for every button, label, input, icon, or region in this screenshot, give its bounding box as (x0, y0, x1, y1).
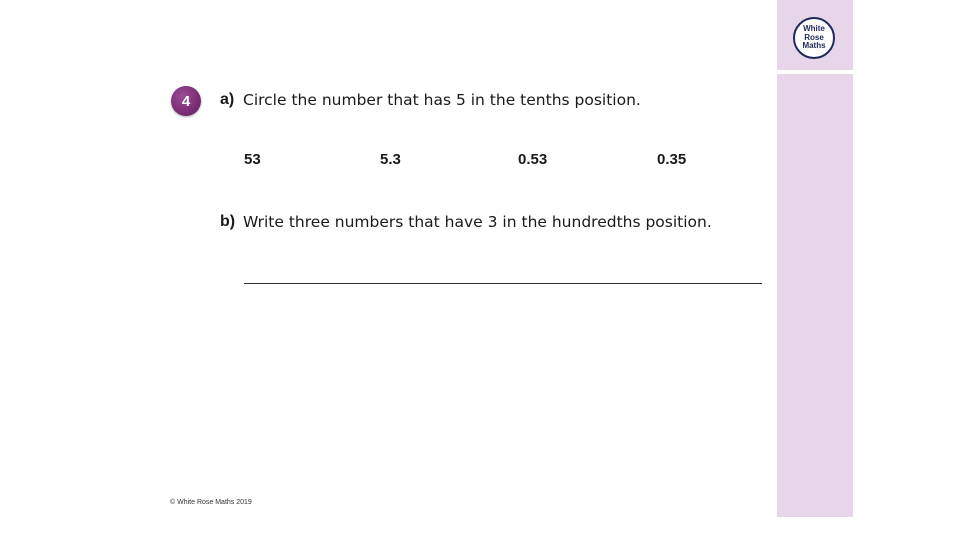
sidebar-panel (777, 74, 853, 517)
white-rose-maths-logo (793, 17, 835, 59)
part-a-text: Circle the number that has 5 in the tenths position. (243, 91, 641, 109)
option-0-35[interactable]: 0.35 (657, 151, 687, 168)
option-0-53[interactable]: 0.53 (518, 151, 548, 168)
logo-line-1: White (803, 24, 825, 34)
copyright-footer: © White Rose Maths 2019 (170, 499, 252, 506)
part-b-label: b) (220, 213, 236, 230)
answer-line[interactable] (244, 283, 762, 284)
option-5-3[interactable]: 5.3 (380, 151, 401, 168)
logo-line-3: Maths (802, 41, 826, 51)
part-a-label: a) (220, 91, 235, 108)
option-53[interactable]: 53 (244, 151, 261, 168)
logo-line-2: Rose (804, 32, 824, 42)
question-number-badge: 4 (171, 86, 201, 116)
part-b-text: Write three numbers that have 3 in the hundredths position. (243, 213, 712, 231)
